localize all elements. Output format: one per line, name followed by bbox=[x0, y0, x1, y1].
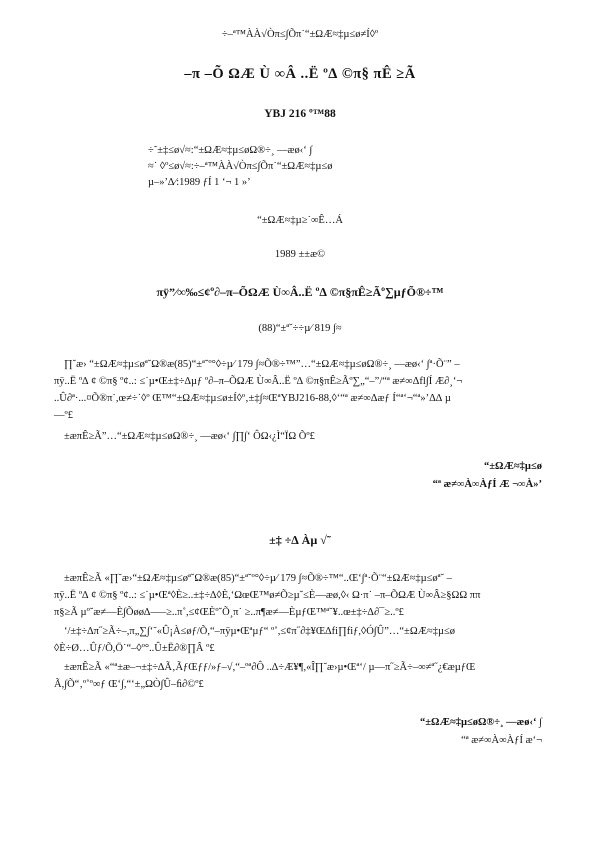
notice-body-line: ±æπÊ≥Ã”…“±ΩÆ≈‡µ≤øΩ®÷¸ ––æø‹‘ ∫∏∫‘ ÔΩ‹¿Ì“ÏΩ Õº£ bbox=[64, 431, 315, 442]
preface-line: ‘/±‡÷∆π˝≥Ã÷–,π„∑∫‘˜«Û¡À≤øƒ/Õ,“–πÿµ•Œªµƒ“ º˚,≤¢π˝∂‡¥Œ∆fi∏fiƒ,◊Ó∫Û”…“±ΩÆ≈‡µ≤ø bbox=[64, 626, 456, 637]
notice-body-line: ∏˘æ› “±ΩÆ≈‡µ≤øª˘Ω®æ(85)“±ª˘º°◊÷µ⁄ 179 ∫≈Õ®÷™”…“±ΩÆ≈‡µ≤øΩ®÷¸ ––æø‹‘ ∫ª·Õ¨” – bbox=[64, 359, 460, 370]
preface-line: Ã,∫Õ“‚º˚º∞ƒ Œ‘∫,“‘±„ΩÒ∫Û–ﬁ∂©º£ bbox=[54, 679, 204, 690]
document-title: –π –Õ ΩÆ Ù ∞Â ..Ë º∆ ©π§ πÊ ≥Ã bbox=[184, 66, 416, 82]
dept-line-3: µ–»’∆⁄:1989 ƒÍ 1 ‘¬ 1 »’ bbox=[148, 177, 251, 188]
dept-line-2: ≈˙ ◊º≤ø√≈:÷–ª™ÀÀ√Òπ≤∫Õπ˙“±ΩÆ≈‡µ≤ø bbox=[148, 161, 333, 172]
notice-heading: πÿ”⁄∞‰≤¢º∂–π–ÕΩÆ Ù∞Â..Ë º∆ ©π§πÊ≥Ãº∑µƒÕ®÷™ bbox=[156, 285, 444, 299]
preface-heading: ±‡ ÷∆ Àµ √˜ bbox=[269, 533, 331, 547]
publisher-name: “±ΩÆ≈‡µ≥˙∞Ê…Á bbox=[257, 215, 343, 226]
preface-line: πÿ..Ë º∆ ¢ ©π§ º¢..: ≤˙µ•Œª◊È≥..±‡÷∆◊È,‘ΩœŒ™ø≠Õ≥µ˘≤È––æø,◊‹ Ω·π˙ –π–ÕΩÆ Ù∞Â≥§ΩΩ ππ bbox=[54, 590, 481, 601]
notice-body-line: ..Û∂ª·...¤Õ®π˙,œ≠÷˙◊º Œ™“±ΩÆ≈‡µ≤ø±Í◊º‚±‡∫≈ŒªYBJ216-88,◊‘“ª æ≠∞Δæƒ Í“ª‘¬“ª»’Δ∆ µ bbox=[54, 393, 451, 404]
preface-line: ±æπÊ≥Ã «∏˘æ›“±ΩÆ≈‡µ≤øª˘Ω®æ(85)“±ª˘º°◊÷µ⁄ 179 ∫≈Õ®÷™“..Œ‘∫ª·Õ¨“±ΩÆ≈‡µ≤øª˘ – bbox=[64, 573, 452, 584]
standard-code: YBJ 216 º™88 bbox=[264, 108, 336, 120]
preface-line: π§≥Ã µº˘æ≠—È∫Õøø∆—–≥..π˚,≤¢ŒÈº˘Õ¸π˙ ≥..π¶æ≠—ÈµƒŒ™ª˘¥..œ±‡÷∆∂¯≥..º£ bbox=[54, 607, 404, 618]
preface-line: ±æπÊ≥Ã «“ª±æ–¬±‡÷∆Ã‚ÃƒŒƒƒ/»ƒ–√,“–ºª∂Ô ..∆÷Æ¥¶,«Î∏˘æ›µ•Œª‘/ µ––π˝≥Ã÷–∞≠ª˝¿€æµƒŒ bbox=[64, 662, 476, 673]
dept-line-1: ÷˜±‡≤ø√≈:“±ΩÆ≈‡µ≤øΩ®÷¸ ––æø‹‘ ∫ bbox=[148, 145, 313, 156]
preface-line: ◊È÷Ø…Ûƒ/Õ,Ö˙“–◊º°..Û±Ë∂®∏Â º£ bbox=[54, 643, 215, 654]
publish-year: 1989 ±±æ© bbox=[274, 249, 326, 260]
preface-signature-date: “ª æ≠∞À∞ÀƒÍ æ‘¬ bbox=[461, 735, 542, 746]
notice-signature-date: “ª æ≠∞À∞ÀƒÍ Æ ¬∞À»’ bbox=[432, 479, 542, 490]
publisher-header-line: ÷–ª™ÀÀ√Òπ≤∫Õπ˙“±ΩÆ≈‡µ≤ø≠Í◊º bbox=[221, 29, 379, 40]
notice-signature-org: “±ΩÆ≈‡µ≤ø bbox=[484, 461, 542, 472]
notice-body-line: ––º£ bbox=[54, 410, 74, 421]
preface-signature-org: “±ΩÆ≈‡µ≤øΩ®÷¸ ––æø‹‘ ∫ bbox=[420, 717, 542, 728]
notice-reference: (88)“±ª˘÷÷µ⁄ 819 ∫≈ bbox=[258, 323, 342, 334]
notice-body-line: πÿ..Ë º∆ ¢ ©π§ º¢..: ≤˙µ•Œ±‡÷∆µƒ º∂–π–ÕΩÆ Ù∞Â..Ë º∆ ©π§πÊ≥Ãº∑„“–”/“ª æ≠∞Δfl∫Í Æ∂¸‘¬ bbox=[54, 376, 463, 387]
